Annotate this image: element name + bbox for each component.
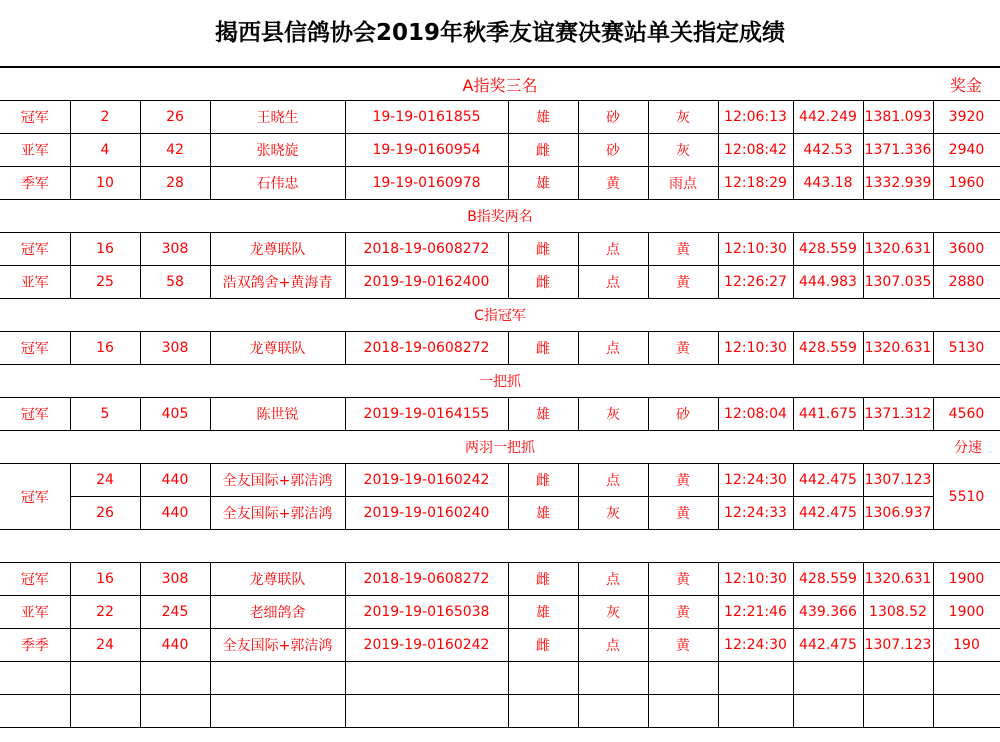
table-cell: 3920: [933, 101, 1000, 134]
table-cell: 1900: [933, 563, 1000, 596]
table-row: [0, 464, 1000, 497]
table-cell: 1320.631: [863, 233, 933, 266]
table-cell: 黄: [648, 596, 718, 629]
table-cell: 16: [70, 563, 140, 596]
table-cell: 全友国际+郭洁鸿: [210, 464, 345, 497]
table-cell: 灰: [648, 134, 718, 167]
table-cell: 442.249: [793, 101, 863, 134]
table-cell: 冠军: [0, 101, 70, 134]
table-cell: 12:24:30: [718, 464, 793, 497]
table-cell: 全友国际+郭洁鸿: [210, 629, 345, 662]
table-cell: 1332.939: [863, 167, 933, 200]
table-row: [0, 497, 1000, 530]
section-label: 一把抓: [479, 374, 521, 390]
table-cell: 冠军: [0, 332, 70, 365]
table-cell: 雌: [508, 629, 578, 662]
table-cell: 19-19-0160978: [345, 167, 508, 200]
table-row: [0, 167, 1000, 200]
table-cell: 12:24:30: [718, 629, 793, 662]
table-cell: 雄: [508, 398, 578, 431]
table-row: [0, 233, 1000, 266]
table-cell: 点: [578, 629, 648, 662]
table-cell: 龙尊联队: [210, 332, 345, 365]
table-cell: 12:10:30: [718, 332, 793, 365]
table-cell: 龙尊联队: [210, 563, 345, 596]
table-cell: 亚军: [0, 596, 70, 629]
page-title: 揭西县信鸽协会2019年秋季友谊赛决赛站单关指定成绩: [0, 0, 1000, 67]
table-cell: 405: [140, 398, 210, 431]
table-cell: 黄: [648, 332, 718, 365]
table-row: [0, 596, 1000, 629]
section-e-header: [0, 431, 1000, 464]
table-cell: 440: [140, 464, 210, 497]
table-cell: 雌: [508, 134, 578, 167]
table-cell: 龙尊联队: [210, 233, 345, 266]
table-cell: 王晓生: [210, 101, 345, 134]
table-cell: 440: [140, 497, 210, 530]
table-cell: 439.366: [793, 596, 863, 629]
table-cell: 428.559: [793, 563, 863, 596]
table-cell: 442.53: [793, 134, 863, 167]
section-label: C指冠军: [474, 308, 526, 324]
table-cell: 老细鸽舍: [210, 596, 345, 629]
table-cell: 1320.631: [863, 563, 933, 596]
table-cell: 雌: [508, 266, 578, 299]
table-cell: 灰: [578, 596, 648, 629]
section-right-label: 奖金: [949, 75, 982, 95]
table-cell: 58: [140, 266, 210, 299]
table-cell: 16: [70, 332, 140, 365]
table-cell: 点: [578, 233, 648, 266]
table-row: [0, 134, 1000, 167]
table-cell: 亚军: [0, 266, 70, 299]
table-cell: 雨点: [648, 167, 718, 200]
table-cell: 444.983: [793, 266, 863, 299]
table-cell: 1308.52: [863, 596, 933, 629]
section-label: B指奖两名: [467, 209, 533, 225]
empty-row: [0, 695, 1000, 728]
table-cell: 雌: [508, 464, 578, 497]
table-cell: 441.675: [793, 398, 863, 431]
table-cell: 443.18: [793, 167, 863, 200]
table-cell: 黄: [648, 464, 718, 497]
table-cell: 1307.123: [863, 464, 933, 497]
table-cell: 2019-19-0160240: [345, 497, 508, 530]
table-cell: 442.475: [793, 464, 863, 497]
table-cell: 点: [578, 332, 648, 365]
table-cell: 190: [933, 629, 1000, 662]
table-cell: 2019-19-0160242: [345, 464, 508, 497]
table-cell: 12:21:46: [718, 596, 793, 629]
table-cell: 冠军: [0, 464, 70, 530]
table-row: [0, 266, 1000, 299]
table-cell: 黄: [648, 563, 718, 596]
table-cell: 季军: [0, 167, 70, 200]
table-cell: 2018-19-0608272: [345, 563, 508, 596]
section-label: 两羽一把抓: [465, 440, 535, 456]
table-cell: 308: [140, 233, 210, 266]
table-cell: 灰: [648, 101, 718, 134]
section-c-header: [0, 299, 1000, 332]
table-cell: 黄: [578, 167, 648, 200]
table-cell: 全友国际+郭洁鸿: [210, 497, 345, 530]
table-cell: 12:26:27: [718, 266, 793, 299]
table-row: [0, 563, 1000, 596]
table-cell: 19-19-0161855: [345, 101, 508, 134]
table-row: [0, 398, 1000, 431]
table-cell: 1900: [933, 596, 1000, 629]
table-cell: 12:10:30: [718, 233, 793, 266]
table-cell: 28: [140, 167, 210, 200]
table-cell: 3600: [933, 233, 1000, 266]
table-cell: 砂: [578, 134, 648, 167]
table-cell: 雄: [508, 497, 578, 530]
table-cell: 砂: [578, 101, 648, 134]
table-cell: 2018-19-0608272: [345, 233, 508, 266]
table-cell: 5510: [933, 464, 1000, 530]
table-cell: 点: [578, 563, 648, 596]
table-cell: 12:08:04: [718, 398, 793, 431]
table-cell: 19-19-0160954: [345, 134, 508, 167]
table-cell: 428.559: [793, 332, 863, 365]
table-cell: 440: [140, 629, 210, 662]
table-cell: 浩双鸽舍+黄海青: [210, 266, 345, 299]
table-cell: 1306.937: [863, 497, 933, 530]
table-cell: 42: [140, 134, 210, 167]
table-cell: 24: [70, 464, 140, 497]
table-cell: 雄: [508, 596, 578, 629]
table-cell: 2880: [933, 266, 1000, 299]
table-cell: 12:08:42: [718, 134, 793, 167]
table-cell: 雄: [508, 101, 578, 134]
section-d-header: [0, 365, 1000, 398]
table-cell: 砂: [648, 398, 718, 431]
section-right-label: 分速: [954, 440, 982, 456]
table-cell: 428.559: [793, 233, 863, 266]
table-cell: 亚军: [0, 134, 70, 167]
table-cell: 25: [70, 266, 140, 299]
table-cell: 308: [140, 563, 210, 596]
empty-row: [0, 662, 1000, 695]
table-cell: 12:18:29: [718, 167, 793, 200]
table-cell: 雄: [508, 167, 578, 200]
table-cell: 12:06:13: [718, 101, 793, 134]
table-cell: 1307.035: [863, 266, 933, 299]
section-label: A指奖三名: [462, 75, 538, 95]
table-cell: 16: [70, 233, 140, 266]
table-row: [0, 629, 1000, 662]
table-cell: 黄: [648, 233, 718, 266]
table-row: [0, 332, 1000, 365]
table-cell: 冠军: [0, 233, 70, 266]
table-cell: 5: [70, 398, 140, 431]
table-cell: 26: [70, 497, 140, 530]
table-cell: 2019-19-0162400: [345, 266, 508, 299]
table-cell: 灰: [578, 497, 648, 530]
table-cell: 5130: [933, 332, 1000, 365]
table-cell: 22: [70, 596, 140, 629]
table-cell: 点: [578, 464, 648, 497]
table-cell: 黄: [648, 629, 718, 662]
table-cell: 308: [140, 332, 210, 365]
table-cell: 1960: [933, 167, 1000, 200]
table-cell: 4: [70, 134, 140, 167]
table-row: [0, 101, 1000, 134]
table-cell: 1307.123: [863, 629, 933, 662]
table-cell: 1371.312: [863, 398, 933, 431]
table-cell: 雌: [508, 563, 578, 596]
table-cell: 冠军: [0, 398, 70, 431]
table-cell: 442.475: [793, 629, 863, 662]
table-cell: 雌: [508, 332, 578, 365]
table-cell: 1371.336: [863, 134, 933, 167]
table-cell: 26: [140, 101, 210, 134]
results-table: [0, 67, 1000, 728]
table-cell: 黄: [648, 266, 718, 299]
table-cell: 2019-19-0164155: [345, 398, 508, 431]
table-cell: 点: [578, 266, 648, 299]
table-cell: 10: [70, 167, 140, 200]
empty-row: [0, 530, 1000, 563]
table-cell: 季季: [0, 629, 70, 662]
table-cell: 2019-19-0160242: [345, 629, 508, 662]
table-cell: 1320.631: [863, 332, 933, 365]
table-cell: 灰: [578, 398, 648, 431]
section-a-header: [0, 68, 1000, 101]
table-cell: 黄: [648, 497, 718, 530]
table-cell: 4560: [933, 398, 1000, 431]
table-cell: 雌: [508, 233, 578, 266]
table-cell: 245: [140, 596, 210, 629]
table-cell: 冠军: [0, 563, 70, 596]
table-cell: 24: [70, 629, 140, 662]
table-cell: 442.475: [793, 497, 863, 530]
table-cell: 张晓旋: [210, 134, 345, 167]
table-cell: 2018-19-0608272: [345, 332, 508, 365]
table-cell: 2019-19-0165038: [345, 596, 508, 629]
table-cell: 1381.093: [863, 101, 933, 134]
section-b-header: [0, 200, 1000, 233]
table-cell: 2: [70, 101, 140, 134]
table-cell: 2940: [933, 134, 1000, 167]
table-cell: 石伟忠: [210, 167, 345, 200]
table-cell: 12:10:30: [718, 563, 793, 596]
table-cell: 12:24:33: [718, 497, 793, 530]
table-cell: 陈世锐: [210, 398, 345, 431]
